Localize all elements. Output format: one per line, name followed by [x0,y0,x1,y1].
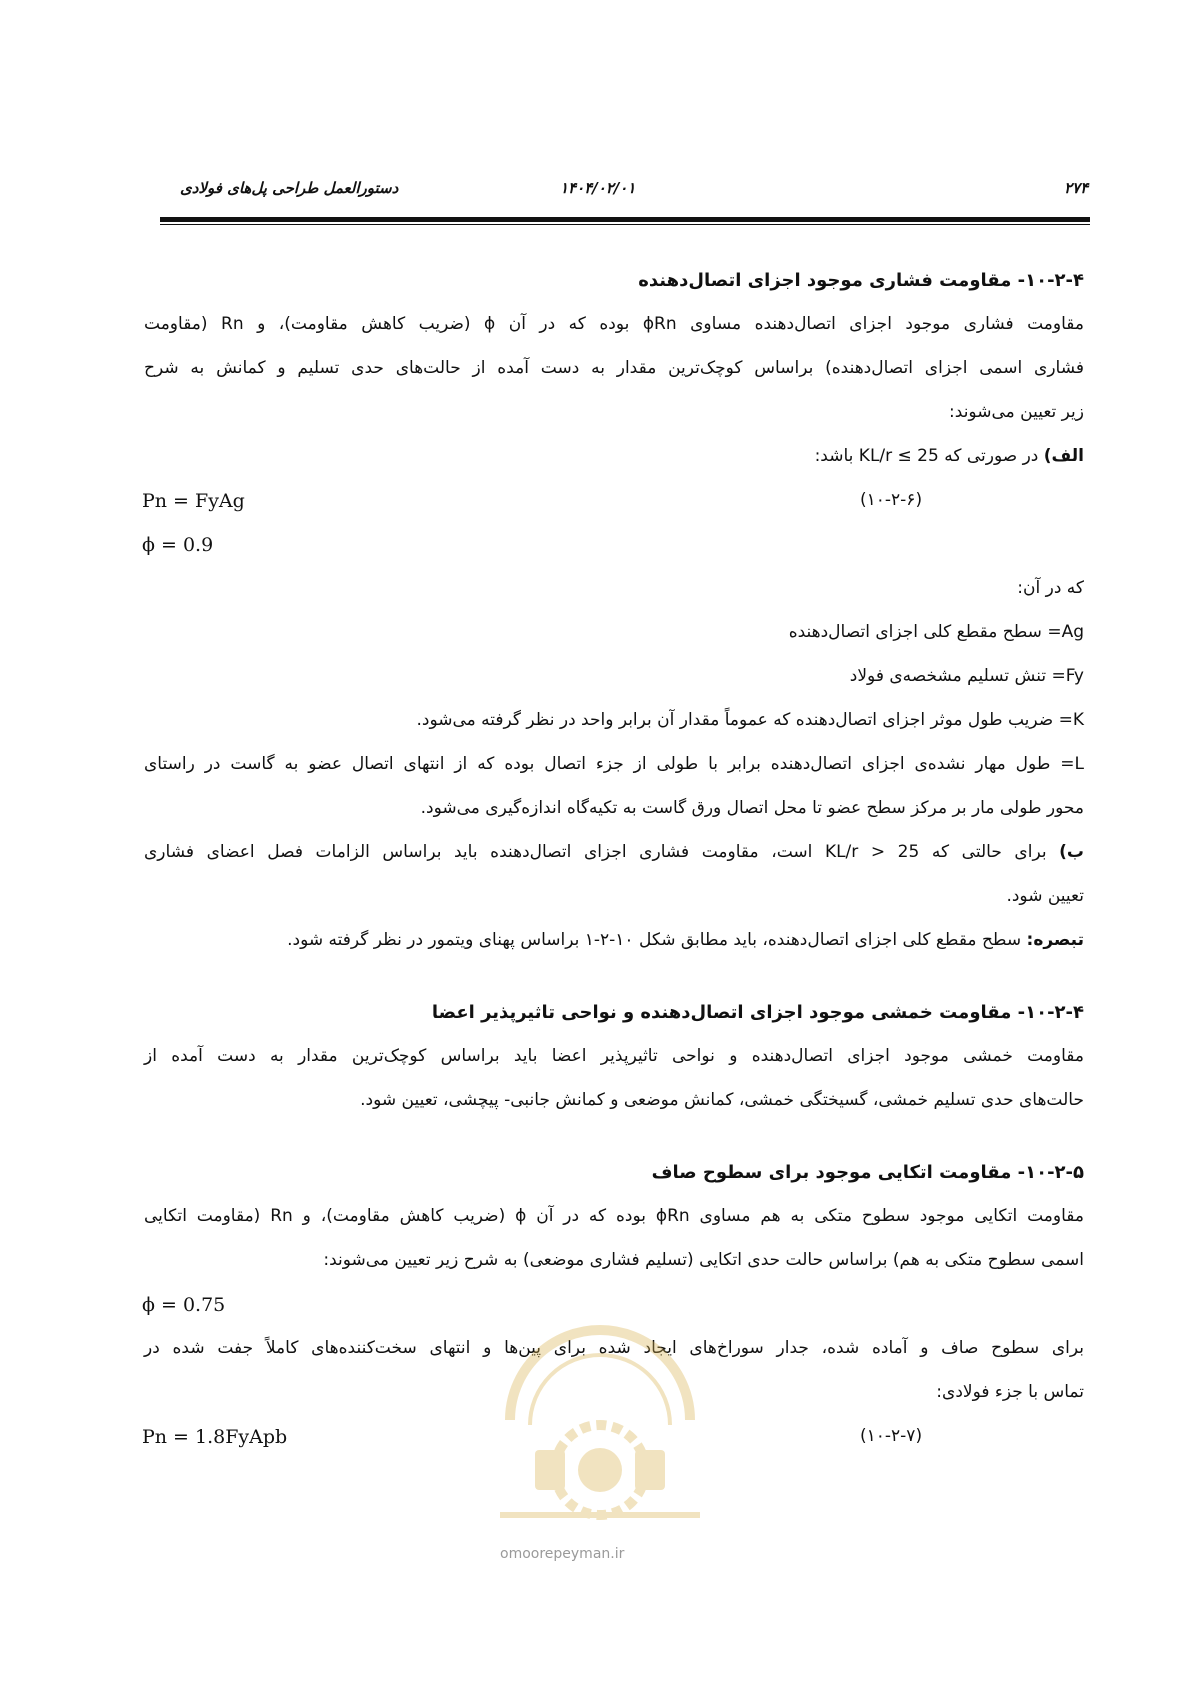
definition-ag: Ag= سطح مقطع کلی اجزای اتصال‌دهنده [788,622,1084,642]
header-date: ۱۴۰۴/۰۲/۰۱ [560,179,636,197]
equation-7: Pn = 1.8FyApb [142,1426,288,1448]
where-label: که در آن: [1017,578,1084,598]
note-label: تبصره: [1026,930,1084,950]
header-page-number: ۲۷۴ [1064,179,1089,197]
paragraph-line: تماس با جزء فولادی: [936,1382,1084,1402]
case-b [144,842,1084,862]
phi-value-1: ϕ = 0.9 [142,534,214,556]
case-a-text: در صورتی که KL/r ≤ 25 باشد: [814,446,1039,466]
definition-l-cont: محور طولی مار بر مرکز سطح عضو تا محل اتصال ورق گاست به تکیه‌گاه اندازه‌گیری می‌شود. [420,798,1084,818]
definition-fy: Fy= تنش تسلیم مشخصه‌ی فولاد [849,666,1084,686]
section-heading-flexural: ۱۰-۲-۴- مقاومت خمشی موجود اجزای اتصال‌دهنده و نواحی تاثیرپذیر اعضا [431,1002,1084,1023]
header-book-title: دستورالعمل طراحی پل‌های فولادی [180,179,399,197]
definition-l: L= طول مهار نشده‌ی اجزای اتصال‌دهنده برابر با طولی از جزء اتصال بوده که از انتهای اتصال عضو به گاست در راستای [144,754,1084,774]
paragraph-line: مقاومت خمشی موجود اجزای اتصال‌دهنده و نواحی تاثیرپذیر اعضا باید براساس کوچک‌ترین مقدار به دست آمده از [144,1046,1084,1066]
paragraph-line: حالت‌های حدی تسلیم خمشی، گسیختگی خمشی، کمانش موضعی و کمانش جانبی- پیچشی، تعیین شود. [360,1090,1084,1110]
section-heading-compressive: ۱۰-۲-۴- مقاومت فشاری موجود اجزای اتصال‌دهنده [638,270,1084,291]
note-text: سطح مقطع کلی اجزای اتصال‌دهنده، باید مطابق شکل ۱۰-۲-۱ براساس پهنای ویتمور در نظر گرفته شود. [287,930,1022,950]
section-heading-bearing: ۱۰-۲-۵- مقاومت اتکایی موجود برای سطوح صاف [651,1162,1084,1183]
paragraph-line: زیر تعیین می‌شوند: [949,402,1084,422]
header-rule-thin [160,224,1090,225]
equation-6: Pn = FyAg [142,490,245,512]
equation-6-number: (۱۰-۲-۶) [860,490,923,510]
paragraph-line: مقاومت اتکایی موجود سطوح متکی به هم مساوی ϕRn بوده که در آن ϕ (ضریب کاهش مقاومت)، و Rn (مقاومت اتکایی [144,1206,1084,1226]
case-b-label: ب) [1059,842,1084,862]
definition-k: K= ضریب طول موثر اجزای اتصال‌دهنده که عموماً مقدار آن برابر واحد در نظر گرفته می‌شود. [416,710,1084,730]
paragraph-line: اسمی سطوح متکی به هم) براساس حالت حدی اتکایی (تسلیم فشاری موضعی) به شرح زیر تعیین می‌شوند: [323,1250,1084,1270]
equation-7-number: (۱۰-۲-۷) [860,1426,923,1446]
paragraph-line: برای سطوح صاف و آماده شده، جدار سوراخ‌های ایجاد شده برای پین‌ها و انتهای سخت‌کننده‌های کاملاً جفت شده در [144,1338,1084,1358]
case-b-cont: تعیین شود. [1006,886,1084,906]
watermark-logo-icon [470,1300,730,1530]
paragraph-line: مقاومت فشاری موجود اجزای اتصال‌دهنده مساوی ϕRn بوده که در آن ϕ (ضریب کاهش مقاومت)، و Rn (مقاومت [144,314,1084,334]
phi-value-2: ϕ = 0.75 [142,1294,226,1316]
watermark-url: omoorepeyman.ir [500,1546,625,1562]
note [144,930,1084,950]
case-a [144,446,1084,466]
case-b-text: برای حالتی که KL/r > 25 است، مقاومت فشاری اجزای اتصال‌دهنده باید براساس الزامات فصل اعضای فشاری [144,842,1047,862]
paragraph-line: فشاری اسمی اجزای اتصال‌دهنده) براساس کوچک‌ترین مقدار به دست آمده از حالت‌های حدی تسلیم و کمانش به شرح [144,358,1084,378]
header-rule-thick [160,217,1090,222]
case-a-label: الف) [1043,446,1084,466]
